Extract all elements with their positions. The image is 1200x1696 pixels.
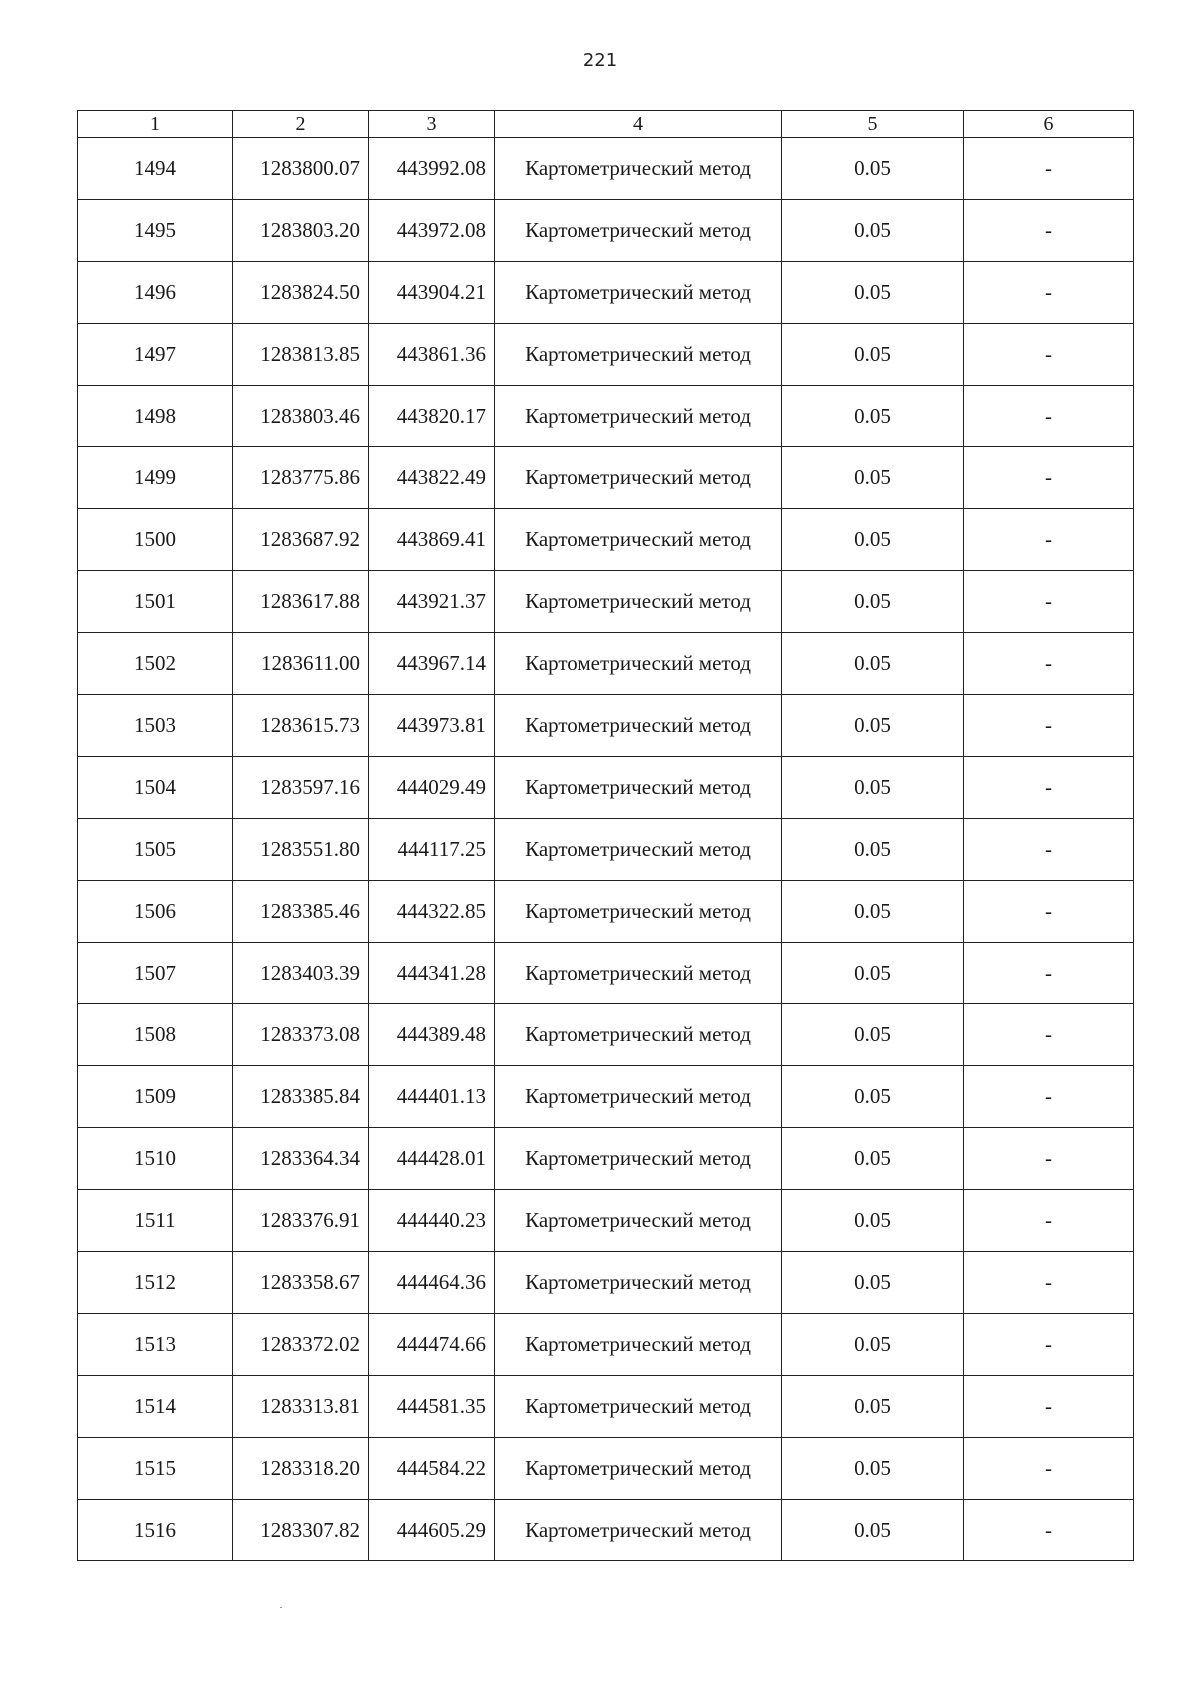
y-coordinate-cell: 443904.21 — [369, 261, 495, 323]
point-number-cell: 1512 — [78, 1252, 233, 1314]
point-number-cell: 1514 — [78, 1375, 233, 1437]
point-number-cell: 1509 — [78, 1066, 233, 1128]
method-cell: Картометрический метод — [495, 818, 782, 880]
x-coordinate-cell: 1283376.91 — [233, 1190, 369, 1252]
method-cell: Картометрический метод — [495, 138, 782, 200]
y-coordinate-cell: 444581.35 — [369, 1375, 495, 1437]
description-cell: - — [964, 942, 1134, 1004]
table-row — [78, 1375, 1134, 1437]
accuracy-cell: 0.05 — [782, 385, 964, 447]
x-coordinate-cell: 1283803.20 — [233, 199, 369, 261]
method-cell: Картометрический метод — [495, 199, 782, 261]
description-cell: - — [964, 138, 1134, 200]
accuracy-cell: 0.05 — [782, 199, 964, 261]
column-header: 2 — [233, 111, 369, 138]
table-row — [78, 1499, 1134, 1561]
y-coordinate-cell: 444584.22 — [369, 1437, 495, 1499]
table-row — [78, 1066, 1134, 1128]
table-row — [78, 1252, 1134, 1314]
accuracy-cell: 0.05 — [782, 1004, 964, 1066]
x-coordinate-cell: 1283803.46 — [233, 385, 369, 447]
y-coordinate-cell: 443921.37 — [369, 571, 495, 633]
y-coordinate-cell: 443972.08 — [369, 199, 495, 261]
x-coordinate-cell: 1283617.88 — [233, 571, 369, 633]
y-coordinate-cell: 443967.14 — [369, 633, 495, 695]
x-coordinate-cell: 1283775.86 — [233, 447, 369, 509]
table-row — [78, 199, 1134, 261]
accuracy-cell: 0.05 — [782, 880, 964, 942]
accuracy-cell: 0.05 — [782, 942, 964, 1004]
description-cell: - — [964, 756, 1134, 818]
point-number-cell: 1501 — [78, 571, 233, 633]
accuracy-cell: 0.05 — [782, 695, 964, 757]
table-row — [78, 633, 1134, 695]
point-number-cell: 1500 — [78, 509, 233, 571]
column-header: 5 — [782, 111, 964, 138]
method-cell: Картометрический метод — [495, 1313, 782, 1375]
x-coordinate-cell: 1283373.08 — [233, 1004, 369, 1066]
accuracy-cell: 0.05 — [782, 1252, 964, 1314]
y-coordinate-cell: 444322.85 — [369, 880, 495, 942]
description-cell: - — [964, 571, 1134, 633]
description-cell: - — [964, 695, 1134, 757]
method-cell: Картометрический метод — [495, 942, 782, 1004]
description-cell: - — [964, 323, 1134, 385]
point-number-cell: 1495 — [78, 199, 233, 261]
accuracy-cell: 0.05 — [782, 447, 964, 509]
point-number-cell: 1504 — [78, 756, 233, 818]
table-row — [78, 509, 1134, 571]
column-header: 3 — [369, 111, 495, 138]
table-row — [78, 261, 1134, 323]
description-cell: - — [964, 818, 1134, 880]
accuracy-cell: 0.05 — [782, 571, 964, 633]
method-cell: Картометрический метод — [495, 385, 782, 447]
description-cell: - — [964, 1437, 1134, 1499]
y-coordinate-cell: 443973.81 — [369, 695, 495, 757]
y-coordinate-cell: 444474.66 — [369, 1313, 495, 1375]
description-cell: - — [964, 1004, 1134, 1066]
point-number-cell: 1494 — [78, 138, 233, 200]
y-coordinate-cell: 444464.36 — [369, 1252, 495, 1314]
y-coordinate-cell: 444341.28 — [369, 942, 495, 1004]
y-coordinate-cell: 443822.49 — [369, 447, 495, 509]
method-cell: Картометрический метод — [495, 447, 782, 509]
column-header: 4 — [495, 111, 782, 138]
column-header: 1 — [78, 111, 233, 138]
y-coordinate-cell: 443820.17 — [369, 385, 495, 447]
table-row — [78, 942, 1134, 1004]
point-number-cell: 1516 — [78, 1499, 233, 1561]
y-coordinate-cell: 444117.25 — [369, 818, 495, 880]
method-cell: Картометрический метод — [495, 1437, 782, 1499]
point-number-cell: 1502 — [78, 633, 233, 695]
point-number-cell: 1506 — [78, 880, 233, 942]
column-header: 6 — [964, 111, 1134, 138]
table-row — [78, 385, 1134, 447]
description-cell: - — [964, 1499, 1134, 1561]
method-cell: Картометрический метод — [495, 633, 782, 695]
point-number-cell: 1510 — [78, 1128, 233, 1190]
accuracy-cell: 0.05 — [782, 1437, 964, 1499]
x-coordinate-cell: 1283551.80 — [233, 818, 369, 880]
table-row — [78, 1128, 1134, 1190]
method-cell: Картометрический метод — [495, 1004, 782, 1066]
method-cell: Картометрический метод — [495, 695, 782, 757]
accuracy-cell: 0.05 — [782, 633, 964, 695]
method-cell: Картометрический метод — [495, 756, 782, 818]
description-cell: - — [964, 199, 1134, 261]
point-number-cell: 1503 — [78, 695, 233, 757]
method-cell: Картометрический метод — [495, 1066, 782, 1128]
page-number: 221 — [582, 50, 618, 71]
point-number-cell: 1508 — [78, 1004, 233, 1066]
x-coordinate-cell: 1283385.46 — [233, 880, 369, 942]
description-cell: - — [964, 1066, 1134, 1128]
table-row — [78, 571, 1134, 633]
method-cell: Картометрический метод — [495, 1190, 782, 1252]
description-cell: - — [964, 1190, 1134, 1252]
x-coordinate-cell: 1283800.07 — [233, 138, 369, 200]
accuracy-cell: 0.05 — [782, 1128, 964, 1190]
description-cell: - — [964, 1375, 1134, 1437]
table-row — [78, 1437, 1134, 1499]
accuracy-cell: 0.05 — [782, 323, 964, 385]
table-row — [78, 138, 1134, 200]
accuracy-cell: 0.05 — [782, 1375, 964, 1437]
table-row — [78, 1313, 1134, 1375]
y-coordinate-cell: 444428.01 — [369, 1128, 495, 1190]
description-cell: - — [964, 1313, 1134, 1375]
point-number-cell: 1499 — [78, 447, 233, 509]
description-cell: - — [964, 633, 1134, 695]
point-number-cell: 1511 — [78, 1190, 233, 1252]
y-coordinate-cell: 443992.08 — [369, 138, 495, 200]
method-cell: Картометрический метод — [495, 1128, 782, 1190]
point-number-cell: 1498 — [78, 385, 233, 447]
method-cell: Картометрический метод — [495, 261, 782, 323]
x-coordinate-cell: 1283385.84 — [233, 1066, 369, 1128]
point-number-cell: 1505 — [78, 818, 233, 880]
accuracy-cell: 0.05 — [782, 1499, 964, 1561]
table-row — [78, 1190, 1134, 1252]
table-row — [78, 1004, 1134, 1066]
coordinates-table — [77, 110, 1134, 1561]
table-row — [78, 818, 1134, 880]
description-cell: - — [964, 880, 1134, 942]
x-coordinate-cell: 1283372.02 — [233, 1313, 369, 1375]
x-coordinate-cell: 1283615.73 — [233, 695, 369, 757]
accuracy-cell: 0.05 — [782, 138, 964, 200]
point-number-cell: 1496 — [78, 261, 233, 323]
x-coordinate-cell: 1283403.39 — [233, 942, 369, 1004]
accuracy-cell: 0.05 — [782, 818, 964, 880]
x-coordinate-cell: 1283813.85 — [233, 323, 369, 385]
table-body — [78, 138, 1134, 1561]
method-cell: Картометрический метод — [495, 880, 782, 942]
description-cell: - — [964, 509, 1134, 571]
y-coordinate-cell: 443861.36 — [369, 323, 495, 385]
description-cell: - — [964, 1128, 1134, 1190]
x-coordinate-cell: 1283364.34 — [233, 1128, 369, 1190]
point-number-cell: 1507 — [78, 942, 233, 1004]
table-row — [78, 447, 1134, 509]
accuracy-cell: 0.05 — [782, 1190, 964, 1252]
accuracy-cell: 0.05 — [782, 509, 964, 571]
method-cell: Картометрический метод — [495, 509, 782, 571]
point-number-cell: 1513 — [78, 1313, 233, 1375]
method-cell: Картометрический метод — [495, 1252, 782, 1314]
x-coordinate-cell: 1283358.67 — [233, 1252, 369, 1314]
x-coordinate-cell: 1283597.16 — [233, 756, 369, 818]
table-row — [78, 756, 1134, 818]
accuracy-cell: 0.05 — [782, 1066, 964, 1128]
method-cell: Картометрический метод — [495, 571, 782, 633]
description-cell: - — [964, 1252, 1134, 1314]
accuracy-cell: 0.05 — [782, 756, 964, 818]
y-coordinate-cell: 444389.48 — [369, 1004, 495, 1066]
description-cell: - — [964, 447, 1134, 509]
y-coordinate-cell: 444605.29 — [369, 1499, 495, 1561]
scan-dot — [280, 1607, 282, 1608]
x-coordinate-cell: 1283687.92 — [233, 509, 369, 571]
x-coordinate-cell: 1283313.81 — [233, 1375, 369, 1437]
table-row — [78, 880, 1134, 942]
y-coordinate-cell: 444440.23 — [369, 1190, 495, 1252]
accuracy-cell: 0.05 — [782, 261, 964, 323]
method-cell: Картометрический метод — [495, 323, 782, 385]
y-coordinate-cell: 444401.13 — [369, 1066, 495, 1128]
accuracy-cell: 0.05 — [782, 1313, 964, 1375]
method-cell: Картометрический метод — [495, 1499, 782, 1561]
table-row — [78, 323, 1134, 385]
x-coordinate-cell: 1283824.50 — [233, 261, 369, 323]
x-coordinate-cell: 1283307.82 — [233, 1499, 369, 1561]
x-coordinate-cell: 1283611.00 — [233, 633, 369, 695]
x-coordinate-cell: 1283318.20 — [233, 1437, 369, 1499]
description-cell: - — [964, 261, 1134, 323]
table-row — [78, 695, 1134, 757]
point-number-cell: 1515 — [78, 1437, 233, 1499]
description-cell: - — [964, 385, 1134, 447]
y-coordinate-cell: 443869.41 — [369, 509, 495, 571]
table-header-row — [78, 111, 1134, 138]
y-coordinate-cell: 444029.49 — [369, 756, 495, 818]
point-number-cell: 1497 — [78, 323, 233, 385]
method-cell: Картометрический метод — [495, 1375, 782, 1437]
